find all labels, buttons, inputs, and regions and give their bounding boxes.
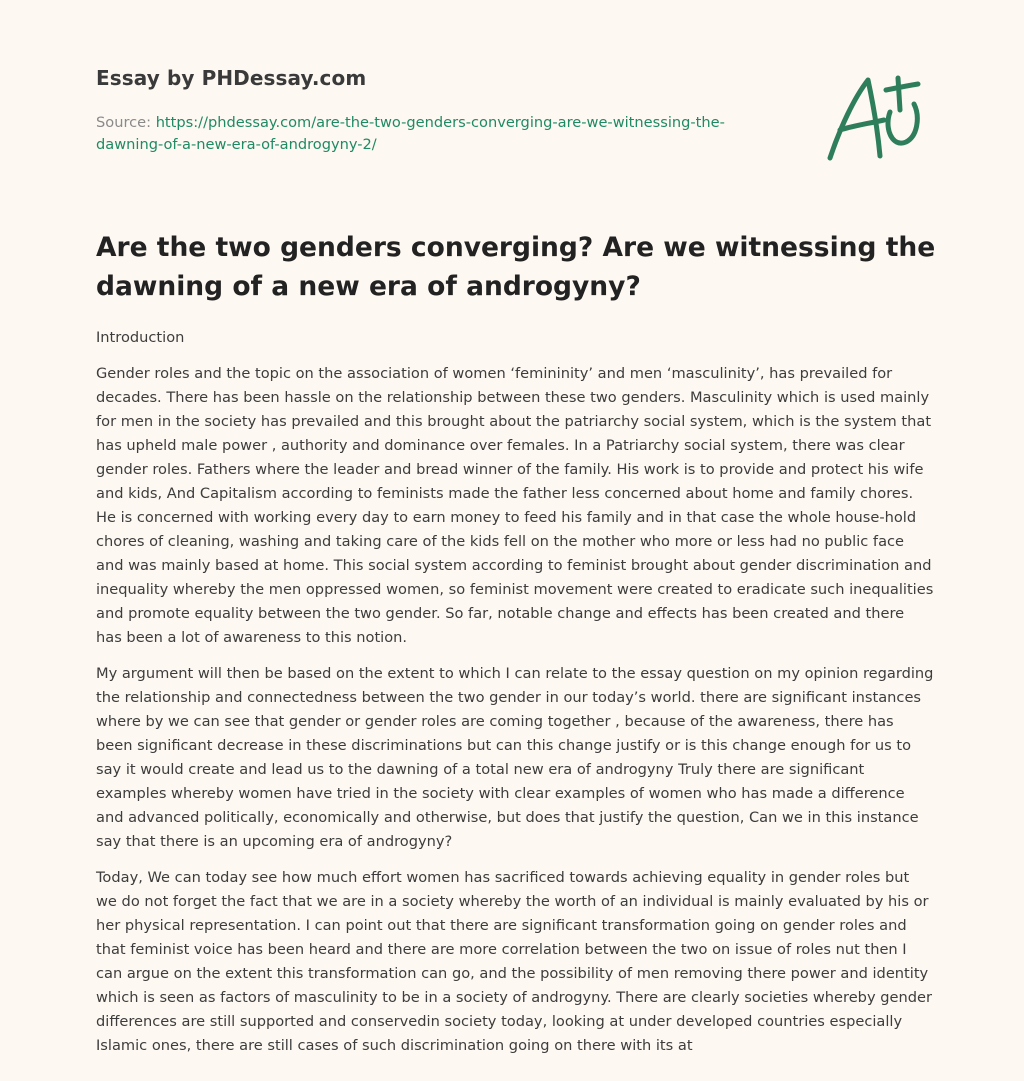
a-plus-grade-icon bbox=[818, 68, 928, 164]
source-line bbox=[96, 112, 776, 156]
paragraph: My argument will then be based on the extent to which I can relate to the essay question on my opinion regarding the relationship and connectedness between the two gender in our today’s world. there are significant instances where by we can see that gender or gender roles are coming together , because of the awareness, there has been significant decrease in these discriminations but can this change justify or is this change enough for us to say it would create and lead us to the dawning of a total new era of androgyny Truly there are significant examples whereby women have tried in the society with clear examples of women who has made a difference and advanced politically, economically and otherwise, but does that justify the question, Can we in this instance say that there is an upcoming era of androgyny? bbox=[96, 665, 934, 850]
intro-heading: Introduction bbox=[96, 329, 185, 346]
source-label: Source: bbox=[96, 114, 152, 131]
source-link[interactable]: https://phdessay.com/are-the-two-genders-converging-are-we-witnessing-the-dawning-of-a-new-era-of-androgyny-2/ bbox=[96, 114, 725, 153]
site-header bbox=[96, 66, 796, 90]
brand-name: Essay by PHDessay.com bbox=[96, 66, 367, 90]
paragraph: Gender roles and the topic on the association of women ‘femininity’ and men ‘masculinity’, has prevailed for decades. There has been hassle on the relationship between these two genders. Masculinity which is used mainly for men in the society has prevailed and this brought about the patriarchy social system, which is the system that has upheld male power , authority and dominance over females. In a Patriarchy social system, there was clear gender roles. Fathers where the leader and bread winner of the family. His work is to provide and protect his wife and kids, And Capitalism according to feminists made the father less concerned about home and family chores. He is concerned with working every day to earn money to feed his family and in that case the whole house-hold chores of cleaning, washing and taking care of the kids fell on the mother who more or less had no public face and was mainly based at home. This social system according to feminist brought about gender discrimination and inequality whereby the men oppressed women, so feminist movement were created to eradicate such inequalities and promote equality between the two gender. So far, notable change and effects has been created and there has been a lot of awareness to this notion. bbox=[96, 365, 934, 646]
essay-body bbox=[96, 326, 934, 1070]
essay-title: Are the two genders converging? Are we witnessing the dawning of a new era of androgyny? bbox=[96, 232, 936, 302]
paragraph: Today, We can today see how much effort women has sacrificed towards achieving equality in gender roles but we do not forget the fact that we are in a society whereby the worth of an individual is mainly evaluated by his or her physical representation. I can point out that there are significant transformation going on gender roles and that feminist voice has been heard and there are more correlation between the two on issue of roles nut then I can argue on the extent this transformation can go, and the possibility of men removing there power and identity which is seen as factors of masculinity to be in a society of androgyny. There are clearly societies whereby gender differences are still supported and conservedin society today, looking at under developed countries especially Islamic ones, there are still cases of such discrimination going on there with its at bbox=[96, 869, 932, 1054]
